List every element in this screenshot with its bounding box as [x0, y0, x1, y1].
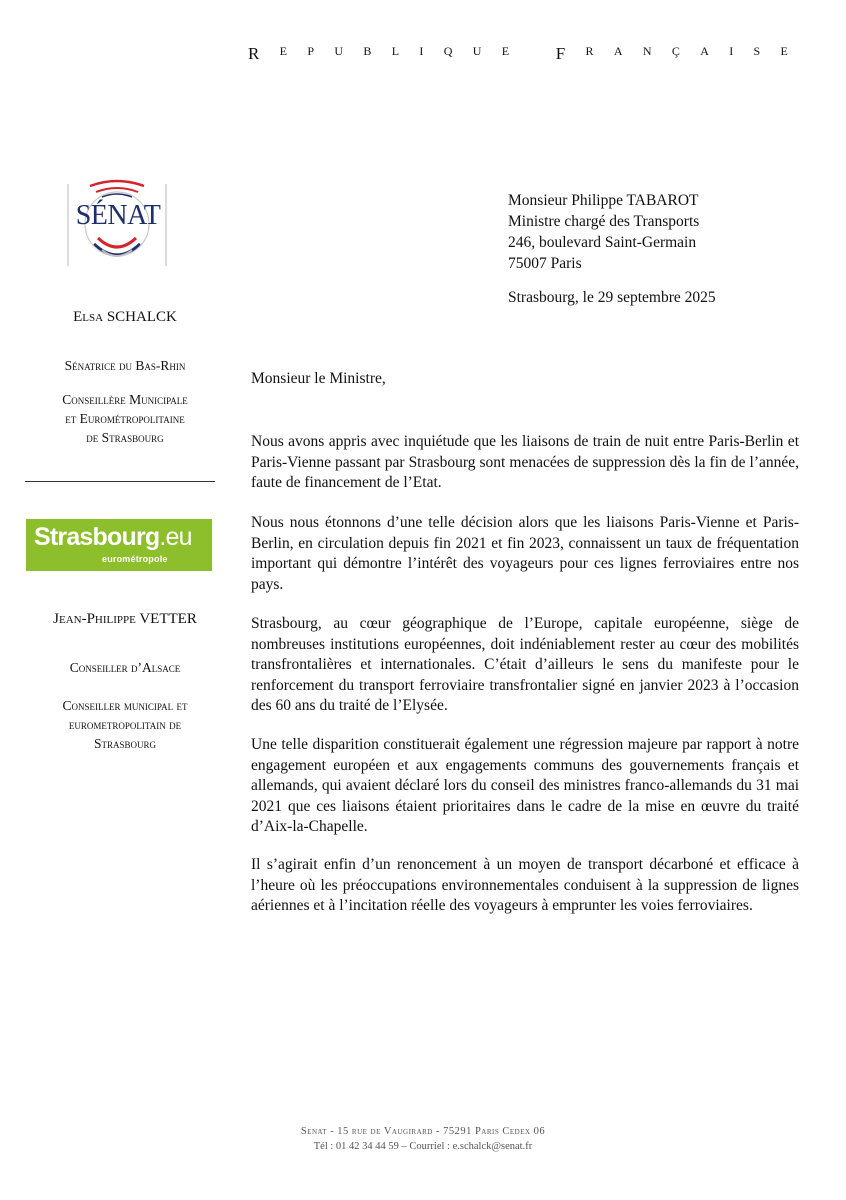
header-letter: A [613, 44, 623, 58]
senat-logo [66, 178, 168, 270]
letter-paragraph: Il s’agirait enfin d’un renoncement à un moyen de transport décarboné et efficace à l’heure où les préoccupations environnementales conduisent à la suppression de lignes aériennes et à l’incitation réelle des voyageurs à emprunter les voies ferroviaires. [251, 856, 799, 914]
header-letter: U [334, 44, 344, 58]
sender-role-council-line: de Strasbourg [86, 430, 164, 445]
header-letter: N [642, 44, 652, 58]
letter-footer [0, 1124, 846, 1154]
header-letter: P [307, 44, 315, 58]
recipient-line: 246, boulevard Saint-Germain [508, 234, 697, 251]
header-letter: F [555, 44, 566, 63]
republique-francaise-header [248, 44, 788, 64]
strasbourg-logo-main: Strasbourg [34, 523, 160, 551]
header-letter: R [248, 44, 260, 63]
header-letter: E [780, 44, 788, 58]
strasbourg-logo-suffix: .eu [159, 523, 192, 551]
recipient-address [508, 190, 828, 274]
sender-role-senator: Sénatrice du Bas-Rhin [64, 358, 186, 373]
strasbourg-eurometropole-logo [26, 519, 212, 571]
cosigner-role-council-line: eurometropolitain de [68, 717, 182, 732]
header-letter: U [472, 44, 482, 58]
recipient-line: Monsieur Philippe TABAROT [508, 192, 699, 209]
recipient-line: 75007 Paris [508, 255, 582, 272]
letter-paragraph: Nous avons appris avec inquiétude que les liaisons de train de nuit entre Paris-Berlin et Paris-Vienne passant par Strasbourg sont menacées de suppression dès la fin de l’année, faute de financement de l’Etat. [251, 433, 799, 491]
header-letter: L [391, 44, 400, 58]
senat-wordmark: SÉNAT [75, 200, 161, 231]
cosigner-role-council-line: Strasbourg [93, 736, 157, 751]
header-letter: A [700, 44, 709, 58]
cosigner-role-council-line: Conseiller municipal et [62, 698, 188, 713]
header-letter: E [279, 44, 288, 58]
left-column-divider [25, 481, 215, 482]
sender-role-council-line: et Eurométropolitaine [65, 411, 185, 426]
header-letter: B [363, 44, 372, 58]
strasbourg-logo-sub: eurométropole [102, 554, 168, 564]
footer-contact: Tél : 01 42 34 44 59 – Courriel : e.schalck@senat.fr [313, 1141, 533, 1152]
letter-paragraph: Une telle disparition constituerait également une régression majeure par rapport à notre engagement européen et aux engagements communs des gouvernements français et allemands, qui avaient déclaré lors du conseil des ministres franco-allemands du 31 mai 2021 que ces liaisons étaient prioritaires dans le cadre de la mise en œuvre du traité d’Aix-la-Chapelle. [251, 736, 799, 835]
cosigner-name: Jean-Philippe VETTER [53, 611, 197, 627]
letter-paragraph: Strasbourg, au cœur géographique de l’Europe, capitale européenne, siège de nombreuses institutions européennes, doit indéniablement rester au cœur des mobilités transfrontalières et internationales. C’était d’ailleurs le sens du manifeste pour le renforcement du transport ferroviaire transfrontalier signé en janvier 2023 à l’occasion des 60 ans du traité de l’Elysée. [251, 615, 799, 714]
sender-role-council [20, 390, 230, 447]
letter-greeting: Monsieur le Ministre, [251, 370, 386, 387]
header-letter: R [585, 44, 594, 58]
header-letter: Q [443, 44, 453, 58]
strasbourg-logo-wordmark [34, 523, 192, 552]
sender-name: Elsa SCHALCK [73, 309, 177, 325]
sender-role-council-line: Conseillère Municipale [62, 392, 188, 407]
header-letter: I [729, 44, 734, 58]
letter-paragraph: Nous nous étonnons d’une telle décision alors que les liaisons Paris-Vienne et Paris-Berlin, en circulation depuis fin 2021 et fin 2023, connaissent un taux de fréquentation important qui démontre l’intérêt des voyageurs pour ces lignes ferroviaires entre nos pays. [251, 514, 799, 593]
header-letter: S [753, 44, 761, 58]
cosigner-role-council [20, 696, 230, 753]
cosigner-role-alsace: Conseiller d’Alsace [69, 660, 181, 675]
footer-address: Senat - 15 rue de Vaugirard - 75291 Paris Cedex 06 [300, 1126, 546, 1137]
letter-date: Strasbourg, le 29 septembre 2025 [508, 289, 716, 306]
header-letter: E [501, 44, 510, 58]
recipient-line: Ministre chargé des Transports [508, 213, 700, 230]
header-letter: Ç [671, 44, 680, 58]
header-letter [529, 44, 535, 64]
header-letter: I [419, 44, 424, 58]
